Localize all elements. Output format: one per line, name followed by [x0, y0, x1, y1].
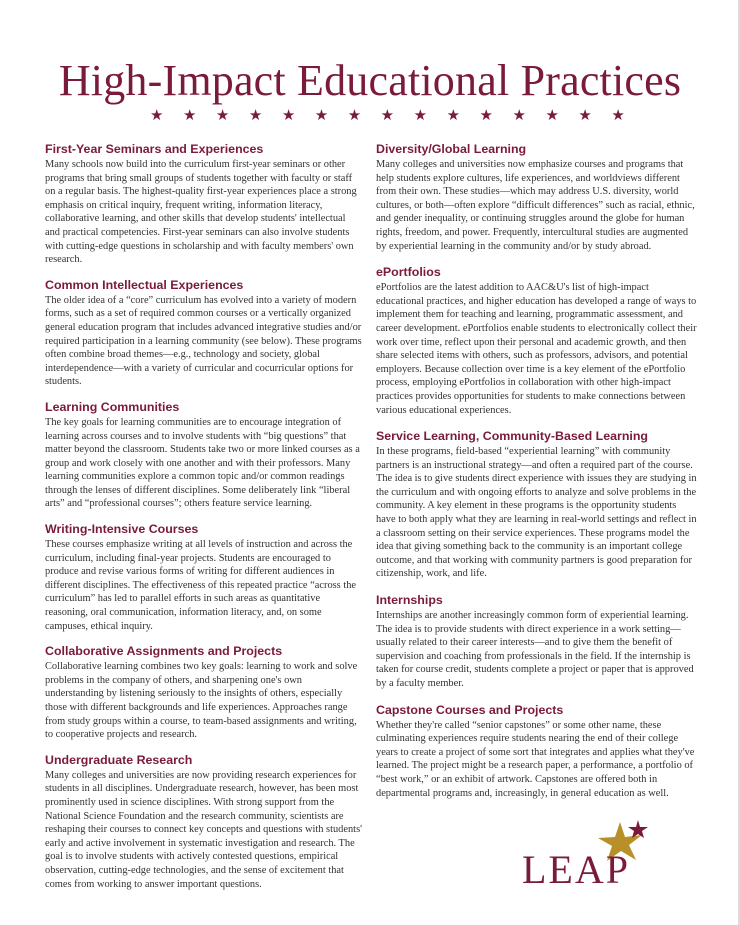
- star-icon: ★: [150, 106, 164, 124]
- section-body: Many colleges and universities now emphasize courses and programs that help students explore cultures, life experiences, and worldviews different from their own. These studies—which may address U.S. diversity, world cultures, or both—often explore “difficult differences” such as racial, ethnic, and gender inequality, or continuing struggles around the globe for human rights, freedom, and power. Frequently, intercultural studies are augmented by experiential learning in the community and/or by study abroad.: [376, 159, 695, 252]
- page-title: High-Impact Educational Practices: [58, 56, 682, 105]
- section-learning-communities: [45, 400, 363, 511]
- section-writing-intensive: [45, 522, 363, 633]
- section-body: Whether they're called “senior capstones” or some other name, these culminating experiences require students nearing the end of their college years to create a project of some sort that integrates and applies what they've learned. The project might be a research paper, a performance, a portfolio of “best work,” or an exhibit of artwork. Capstones are offered both in departmental programs and, increasingly, in general education as well.: [376, 719, 695, 799]
- section-body: Many colleges and universities are now providing research experiences for students in all disciplines. Undergraduate research, however, has been most prominently used in science disciplines. With strong support from the National Science Foundation and the research community, scientists are reshaping their courses to connect key concepts and questions with students' early and active involvement in systematic investigation and research. The goal is to involve students with actively contested questions, empirical observation, cutting-edge technologies, and the sense of excitement that comes from working to answer important questions.: [45, 769, 362, 890]
- star-icon: ★: [380, 106, 395, 124]
- section-heading: Service Learning, Community-Based Learning: [376, 429, 648, 444]
- star-icon: ★: [281, 106, 296, 124]
- section-collaborative: [45, 644, 363, 742]
- section-heading: Collaborative Assignments and Projects: [45, 644, 283, 659]
- section-body: The older idea of a “core” curriculum has evolved into a variety of modern forms, such as a set of required common courses or a vertically organized general education program that includes advanced integrative studies and/or required participation in a learning community (see below). These programs often combine broad themes—e.g., technology and society, global interdependence—with a variety of curricular and cocurricular options for students.: [45, 294, 362, 388]
- section-body: Collaborative learning combines two key goals: learning to work and solve problems in the company of others, and sharpening one's own understanding by listening seriously to the insights of others, especially those with different backgrounds and life experiences. Approaches range from study groups within a course, to team-based assignments and writing, to cooperative projects and research.: [45, 661, 358, 741]
- star-icon: ★: [182, 106, 197, 124]
- section-body: The key goals for learning communities are to encourage integration of learning across courses and to involve students with “big questions” that matter beyond the classroom. Students take two or more linked courses as a group and work closely with one another and with their professors. Many learning communities explore a common topic and/or common readings through the lenses of different disciplines. Some deliberately link “liberal arts” and “professional courses”; others feature service learning.: [45, 416, 360, 510]
- section-capstone: [376, 703, 698, 801]
- section-heading: Undergraduate Research: [45, 752, 193, 767]
- section-heading: Writing-Intensive Courses: [45, 522, 199, 537]
- star-icon: ★: [413, 106, 428, 124]
- section-heading: ePortfolios: [376, 265, 441, 280]
- section-heading: Diversity/Global Learning: [376, 142, 527, 156]
- section-body: Internships are another increasingly common form of experiential learning. The idea is to provide students with direct experience in a work setting—usually related to their career interests—and to give them the benefit of supervision and coaching from professionals in the field. If the internship is taken for course credit, students complete a project or paper that is approved by a faculty member.: [376, 610, 694, 689]
- section-first-year-seminars: [45, 142, 363, 267]
- section-heading: Internships: [376, 593, 443, 608]
- section-diversity-global: [376, 142, 698, 253]
- star-divider: [150, 105, 625, 125]
- right-column: [376, 142, 698, 812]
- section-body: In these programs, field-based “experiential learning” with community partners is an instructional strategy—and often a required part of the course. The idea is to give students direct experience with issues they are studying in the curriculum and with ongoing efforts to analyze and solve problems in the community. A key element in these programs is the opportunity students have to both apply what they are learning in real-world settings and reflect in a classroom setting on their service experiences. These programs model the idea that giving something back to the community is an important college outcome, and that working with community partners is good preparation for citizenship, work, and life.: [376, 446, 697, 580]
- section-service-learning: [376, 429, 698, 581]
- section-body: Many schools now build into the curriculum first-year seminars or other programs that bring small groups of students together with faculty or staff on a regular basis. The highest-quality first-year experiences place a strong emphasis on critical inquiry, frequent writing, information literacy, collaborative learning, and other skills that develop students' intellectual and practical competencies. First-year seminars can also involve students with cutting-edge questions in scholarship and with faculty members' own research.: [45, 159, 357, 266]
- left-column: [45, 142, 363, 902]
- section-eportfolios: [376, 265, 698, 417]
- section-heading: First-Year Seminars and Experiences: [45, 142, 264, 156]
- star-icon: ★: [314, 106, 329, 124]
- star-icon: ★: [512, 106, 526, 124]
- section-heading: Capstone Courses and Projects: [376, 702, 564, 717]
- section-internships: [376, 593, 698, 691]
- section-body: These courses emphasize writing at all levels of instruction and across the curriculum, including final-year projects. Students are encouraged to produce and revise various forms of writing for different audiences in different disciplines. The effectiveness of this repeated practice “across the curriculum” has led to parallel efforts in such areas as quantitative reasoning, oral communication, information literacy, and, on some campuses, ethical inquiry.: [45, 539, 357, 632]
- section-body: ePortfolios are the latest addition to AAC&U's list of high-impact educational practices, and higher education has developed a range of ways to implement them for teaching and learning, programmatic assessment, and career development. ePortfolios enable students to electronically collect their work over time, reflect upon their personal and academic growth, and then share selected items with others, such as professors, advisors, and potential employers. Because collection over time is a key element of the ePortfolio process, employing ePortfolios in collaboration with other high-impact practices provides opportunities for students to make connections between various educational experiences.: [376, 282, 697, 416]
- star-icon: ★: [479, 106, 493, 124]
- section-heading: Common Intellectual Experiences: [45, 277, 244, 292]
- star-icon: ★: [215, 106, 230, 124]
- section-heading: Learning Communities: [45, 399, 180, 414]
- leap-logo-text: LEAP: [522, 847, 630, 892]
- section-common-intellectual: [45, 278, 363, 389]
- star-icon: ★: [611, 106, 625, 124]
- star-icon: ★: [248, 106, 263, 124]
- section-undergraduate-research: [45, 753, 363, 891]
- star-icon: ★: [578, 106, 592, 124]
- leap-logo: [522, 820, 652, 890]
- star-icon: ★: [545, 106, 559, 124]
- star-icon: ★: [446, 106, 461, 124]
- star-icon: ★: [347, 106, 362, 124]
